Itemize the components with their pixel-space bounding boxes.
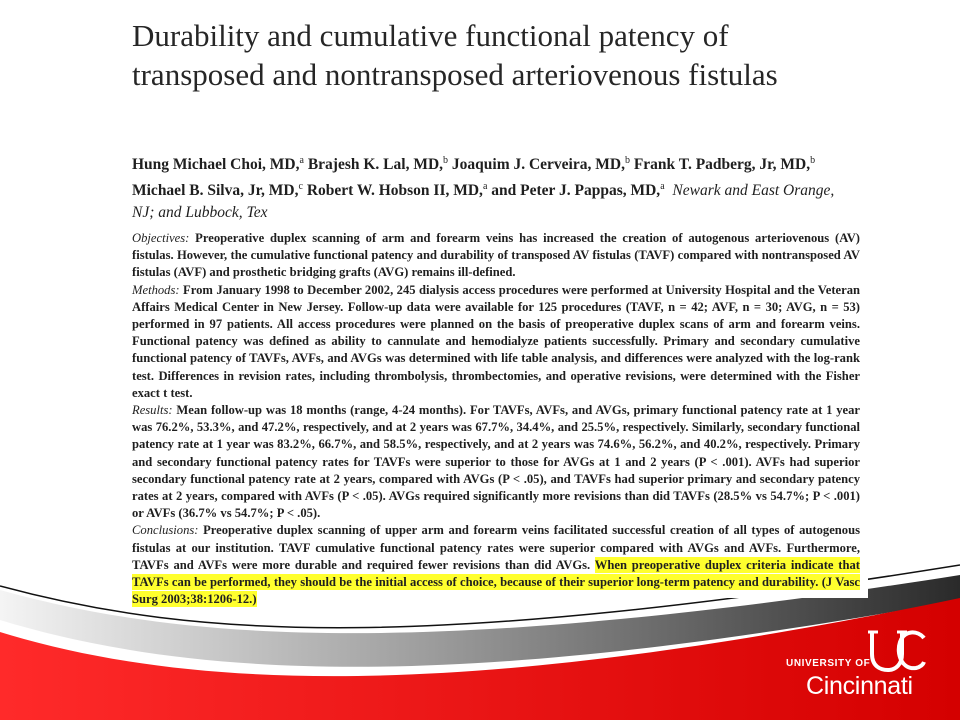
author-name: Joaquim J. Cerveira, MD, [448, 156, 625, 174]
author-affiliation-mark: c [298, 181, 303, 193]
logo-line-university-of: UNIVERSITY OF [786, 658, 871, 669]
results-text: Mean follow-up was 18 months (range, 4-24 months). For TAVFs, AVFs, and AVGs, primary functional patency rate at 1 year was 76.2%, 53.3%, and 47.2%, respectively, and at 2 years was 67.7%, 34.4%, and 25.5%, respectively. Similarly, secondary functional patency rate at 1 year was 83.2%, 66.7%, and 58.5%, respectively, and at 2 years was 74.6%, 56.2%, and 40.2%, respectively. Primary and secondary functional patency rates for TAVFs were superior to those for AVGs at 1 and 2 years (P < .001). AVFs had superior secondary functional patency rate at 2 years, compared with AVGs (P < .05), and TAVFs had superior primary and secondary patency rates at 2 years, compared with AVFs (P < .05). AVGs required significantly more revisions than did TAVFs (28.5% vs 54.7%; P < .001) or AVFs (36.7% vs 54.7%; P < .05). [132, 403, 860, 521]
methods-heading: Methods: [132, 282, 180, 297]
author-affiliation-mark: a [482, 181, 488, 193]
abstract-methods [132, 282, 860, 402]
author-name: Robert W. Hobson II, MD, [302, 182, 483, 200]
author-name: Michael B. Silva, Jr, MD, [132, 182, 299, 200]
logo-line-cincinnati: Cincinnati [806, 672, 913, 700]
paper-title: Durability and cumulative functional patency of transposed and nontransposed arteriovenous fistulas [132, 18, 778, 92]
uc-monogram-icon [866, 628, 926, 674]
author-name: Hung Michael Choi, MD, [132, 156, 300, 174]
university-logo [786, 628, 936, 708]
objectives-heading: Objectives: [132, 231, 190, 245]
abstract [132, 230, 860, 608]
author-affiliation-mark: b [443, 155, 449, 166]
abstract-results [132, 402, 860, 522]
author-name: Brajesh K. Lal, MD, [303, 156, 444, 174]
author-affiliation: Newark and East Orange, NJ; and Lubbock, Tex [132, 182, 835, 222]
highlighted-text: When preoperative duplex criteria indicate that TAVFs can be performed, they should be the initial access of choice, because of their superior long-term patency and durability. [132, 557, 860, 590]
citation: (J Vasc Surg 2003;38:1206-12.) [132, 575, 860, 607]
author-affiliation-mark: b [810, 155, 816, 166]
results-heading: Results: [132, 403, 173, 418]
author-affiliation-mark: a [299, 155, 304, 166]
objectives-text: Preoperative duplex scanning of arm and forearm veins has increased the creation of autogenous arteriovenous (AV) fistulas. However, the cumulative functional patency and durability of transposed AV fistulas (TAVF) compared with nontransposed AV fistulas (AVF) and prosthetic bridging grafts (AVG) remains ill-defined. [132, 231, 860, 280]
author-affiliation-mark: a [660, 181, 665, 193]
author-name: Frank T. Padberg, Jr, MD, [629, 156, 811, 174]
abstract-conclusions [132, 522, 860, 608]
author-affiliation-mark: b [624, 155, 630, 166]
author-name: and Peter J. Pappas, MD, [487, 182, 661, 200]
methods-text: From January 1998 to December 2002, 245 dialysis access procedures were performed at University Hospital and the Veteran Affairs Medical Center in New Jersey. Follow-up data were available for 125 procedures (TAVF, n = 42; AVF, n = 30; AVG, n = 53) performed in 97 patients. All access procedures were planned on the basis of preoperative duplex scans of arm and forearm veins. Functional patency was defined as ability to cannulate and hemodialyze patients successfully. Primary and secondary cumulative functional patency of TAVFs, AVFs, and AVGs was determined with life table analysis, and differences were analyzed with the log-rank test. Differences in revision rates, including thrombolysis, thrombectomies, and operative revisions, were determined with the Fisher exact t test. [132, 282, 860, 400]
abstract-objectives [132, 230, 860, 282]
conclusions-heading: Conclusions: [132, 523, 199, 538]
author-list [132, 150, 857, 224]
conclusions-text: Preoperative duplex scanning of upper arm and forearm veins facilitated successful creation of all types of autogenous fistulas at our institution. TAVF cumulative functional patency rates were superior compared with AVGs and AVFs. Furthermore, TAVFs and AVFs were more durable and required fewer revisions than did AVGs. [132, 523, 860, 572]
